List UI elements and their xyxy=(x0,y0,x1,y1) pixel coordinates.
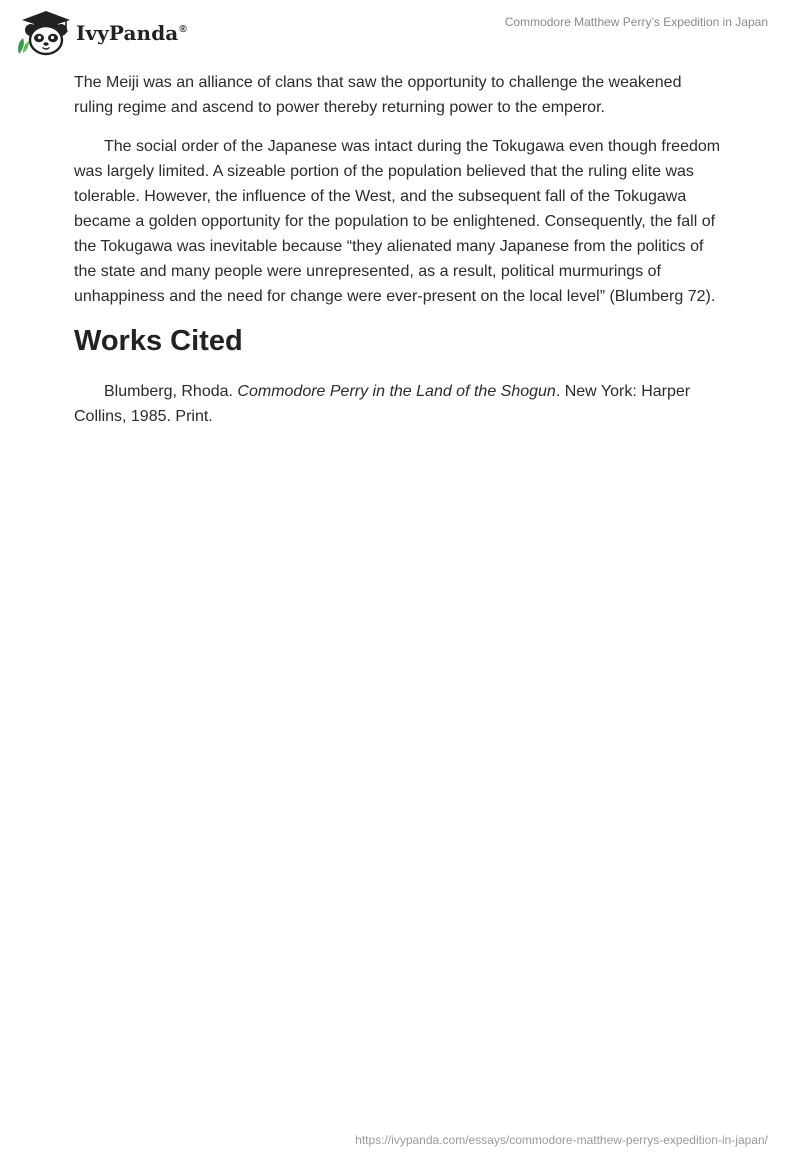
panda-graduate-icon xyxy=(14,8,74,56)
essay-content xyxy=(74,70,724,429)
page-header xyxy=(0,0,800,60)
citation-publication: . New York: Harper Collins, 1985. Print. xyxy=(74,383,691,425)
ivypanda-logo[interactable] xyxy=(14,8,187,56)
citation-entry xyxy=(74,379,724,429)
works-cited-heading: Works Cited xyxy=(74,325,243,357)
citation-author: Blumberg, Rhoda. xyxy=(104,383,238,400)
brand-name: IvyPanda® xyxy=(76,21,187,45)
citation-title: Commodore Perry in the Land of the Shogun xyxy=(237,383,556,400)
paragraph-tokugawa: The social order of the Japanese was intact during the Tokugawa even though freedom was largely limited. A sizeable portion of the population believed that the ruling elite was tolerable. However, the influence of the West, and the subsequent fall of the Tokugawa became a golden opportunity for the population to be enlightened. Consequently, the fall of the Tokugawa was inevitable because “they alienated many Japanese from the politics of the state and many people were unrepresented, as a result, political murmurings of unhappiness and the need for change were ever-present on the local level” (Blumberg 72). xyxy=(74,138,721,305)
source-url[interactable]: https://ivypanda.com/essays/commodore-matthew-perrys-expedition-in-japan/ xyxy=(355,1133,768,1147)
document-title: Commodore Matthew Perry’s Expedition in Japan xyxy=(504,15,768,29)
paragraph-meiji: The Meiji was an alliance of clans that saw the opportunity to challenge the weakened ruling regime and ascend to power thereby returning power to the emperor. xyxy=(74,74,682,116)
registered-mark: ® xyxy=(179,24,187,36)
